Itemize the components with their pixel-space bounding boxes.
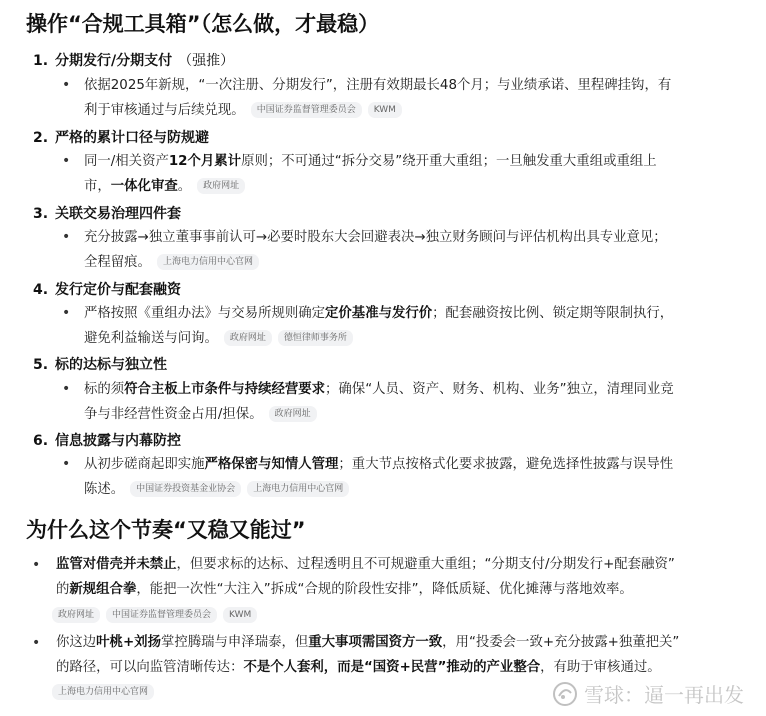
source-tag[interactable]: 政府网址 xyxy=(224,330,272,346)
body-text: 原则；不可通过“拆分交易”绕开重大重组；一旦触发重大重组或重组上 xyxy=(241,154,657,169)
source-tag[interactable]: 中国证券投资基金业协会 xyxy=(130,481,241,497)
section-1-body xyxy=(84,73,724,123)
section-note: （强推） xyxy=(178,53,235,69)
body-text: 同一/相关资产 xyxy=(84,154,169,169)
body-text: 你这边 xyxy=(56,635,97,650)
section-number: 4. xyxy=(33,282,49,298)
why-item-2 xyxy=(56,630,726,680)
source-tag[interactable]: KWM xyxy=(368,102,402,118)
body-emphasis: 新规组合拳 xyxy=(69,582,137,597)
body-text: 掌控腾瑞与申泽瑞泰，但 xyxy=(160,635,309,650)
section-6-body xyxy=(84,452,724,502)
bullet-dot: • xyxy=(32,635,41,651)
source-tag[interactable]: 政府网址 xyxy=(269,406,317,422)
source-tag[interactable]: 政府网址 xyxy=(52,607,100,623)
bullet-dot: • xyxy=(62,305,71,321)
body-emphasis: 12个月累计 xyxy=(168,154,242,169)
section-number: 5. xyxy=(33,357,49,373)
source-tag[interactable]: 中国证券监督管理委员会 xyxy=(251,102,362,118)
bullet-dot: • xyxy=(62,229,71,245)
why-item-1-tags xyxy=(52,607,257,623)
body-emphasis: 重大事项需国资方一致 xyxy=(308,635,443,650)
section-5-title xyxy=(33,354,167,374)
section-3-title xyxy=(33,203,181,223)
section-4-body xyxy=(84,301,724,351)
body-emphasis: 严格保密与知情人管理 xyxy=(204,457,339,472)
section-2-title xyxy=(33,127,209,147)
why-item-1 xyxy=(56,552,726,602)
section-heading: 发行定价与配套融资 xyxy=(55,282,181,298)
page-title: 操作“合规工具箱”（怎么做，才最稳） xyxy=(26,12,380,36)
body-emphasis: 定价基准与发行价 xyxy=(325,306,433,321)
body-emphasis: 符合主板上市条件与持续经营要求 xyxy=(124,382,326,397)
body-text: ，能把一次性“大注入”拆成“合规的阶段性安排”，降低质疑、优化摊薄与落地效率。 xyxy=(136,582,633,597)
body-text: ，但要求标的达标、过程透明且不可规避重大重组；“分期支付/分期发行+配套融资” xyxy=(176,557,675,572)
section-heading: 标的达标与独立性 xyxy=(55,357,167,373)
bullet-dot: • xyxy=(62,381,71,397)
body-emphasis: 叶桃+刘扬 xyxy=(96,635,161,650)
section-heading: 信息披露与内幕防控 xyxy=(55,433,181,449)
body-text: 争与非经营性资金占用/担保。 xyxy=(84,407,263,422)
body-text: 的 xyxy=(56,582,70,597)
bullet-dot: • xyxy=(32,557,41,573)
snowball-logo-icon xyxy=(552,681,578,707)
body-emphasis: 不是个人套利，而是“国资+民营”推动的产业整合 xyxy=(243,660,541,675)
section-number: 1. xyxy=(33,53,49,69)
section-heading: 分期发行/分期支付 xyxy=(55,53,173,69)
body-text: 全程留痕。 xyxy=(84,255,151,270)
section-3-body xyxy=(84,225,724,275)
body-text: ；确保“人员、资产、财务、机构、业务”独立，清理同业竞 xyxy=(325,382,674,397)
bullet-dot: • xyxy=(62,77,71,93)
source-tag[interactable]: 上海电力信用中心官网 xyxy=(52,684,154,700)
body-text: 严格按照《重组办法》与交易所规则确定 xyxy=(84,306,326,321)
body-text: 避免利益输送与问询。 xyxy=(84,331,218,346)
body-emphasis: 一体化审查 xyxy=(110,179,178,194)
body-text: ；配套融资按比例、锁定期等限制执行， xyxy=(432,306,674,321)
source-tag[interactable]: 上海电力信用中心官网 xyxy=(247,481,349,497)
body-text: ；重大节点按格式化要求披露，避免选择性披露与误导性 xyxy=(338,457,674,472)
section-title-why: 为什么这个节奏“又稳又能过” xyxy=(26,518,306,542)
source-tag[interactable]: KWM xyxy=(223,607,257,623)
body-emphasis: 监管对借壳并未禁止 xyxy=(56,557,177,572)
section-2-body xyxy=(84,149,724,199)
body-text: 。 xyxy=(177,179,192,194)
source-tag[interactable]: 德恒律师事务所 xyxy=(278,330,353,346)
section-1-title xyxy=(33,50,234,70)
bullet-dot: • xyxy=(62,153,71,169)
watermark xyxy=(552,679,744,708)
source-tag[interactable]: 政府网址 xyxy=(197,178,245,194)
section-number: 2. xyxy=(33,130,49,146)
section-4-title xyxy=(33,279,181,299)
why-item-2-tags xyxy=(52,684,154,700)
section-heading: 严格的累计口径与防规避 xyxy=(55,130,209,146)
section-number: 3. xyxy=(33,206,49,222)
body-text: 从初步磋商起即实施 xyxy=(84,457,205,472)
body-text: 陈述。 xyxy=(84,482,125,497)
source-tag[interactable]: 中国证券监督管理委员会 xyxy=(106,607,217,623)
body-text: 标的须 xyxy=(84,382,125,397)
section-number: 6. xyxy=(33,433,49,449)
body-text: 充分披露→独立董事事前认可→必要时股东大会回避表决→独立财务顾问与评估机构出具专业意见； xyxy=(84,230,667,245)
body-text: 依据2025年新规，“一次注册、分期发行”，注册有效期最长48个月；与业绩承诺、里程碑挂钩，有 xyxy=(84,78,672,93)
body-text: 市， xyxy=(84,179,111,194)
section-6-title xyxy=(33,430,181,450)
body-text: ，有助于审核通过。 xyxy=(540,660,661,675)
section-heading: 关联交易治理四件套 xyxy=(55,206,181,222)
bullet-dot: • xyxy=(62,456,71,472)
body-text: ，用“投委会一致+充分披露+独董把关” xyxy=(442,635,680,650)
section-5-body xyxy=(84,377,724,427)
body-text: 的路径，可以向监管清晰传达： xyxy=(56,660,244,675)
watermark-text: 雪球：逼一再出发 xyxy=(584,683,744,707)
body-text: 利于审核通过与后续兑现。 xyxy=(84,103,245,118)
source-tag[interactable]: 上海电力信用中心官网 xyxy=(157,254,259,270)
